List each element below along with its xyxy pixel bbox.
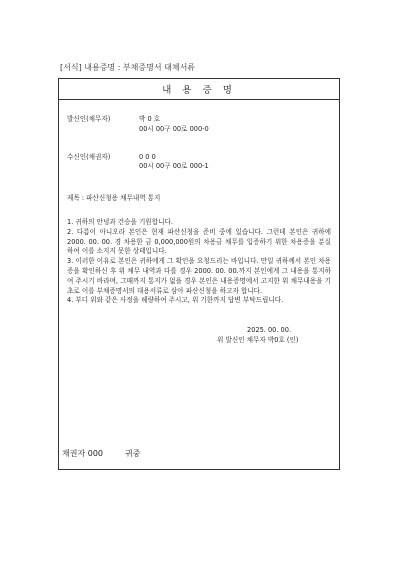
sender-address: 00시 00구 00로 000-0	[139, 124, 209, 133]
subject-line: 제목 : 파산신청용 채무내역 통지	[67, 194, 161, 203]
document-body	[59, 115, 339, 346]
document-box	[58, 78, 340, 470]
signer-line: 위 발신인 채무자 박0호 (인)	[217, 335, 299, 344]
creditor-name: 채권자 000	[62, 449, 103, 458]
receiver-block	[67, 153, 331, 173]
form-caption: [서식] 내용증명 : 부채증명서 대체서류	[60, 63, 196, 72]
sender-label: 발신인(채무자)	[67, 115, 111, 123]
receiver-address: 00시 00구 00로 000-1	[139, 162, 209, 171]
document-title: 내 용 증 명	[162, 85, 236, 96]
footer	[62, 448, 140, 459]
honorific: 귀중	[125, 449, 141, 458]
sender-block	[67, 115, 331, 135]
paragraph-3: 3. 이러한 이유로 본인은 귀하에게 그 확인을 요청드리는 바입니다. 만일 귀하께서 본인 차용증을 확인하신 후 위 채무 내역과 다를 경우 2000. 00. 00.까지 본인에게 그 내용을 통지하여 주시기 바라며, 그때까지 통지가 없을 경우 본인은 내용증명에서 고지한 위 채무내용을 기초로 이를 부채증명서의 대용서류로 삼아 파산신청을 하고자 합니다.	[67, 257, 331, 295]
paragraph-1: 1. 귀하의 안녕과 건승을 기원합니다.	[67, 217, 173, 226]
sender-name: 박 0 호	[139, 115, 161, 123]
content	[67, 218, 331, 306]
document-date: 2025. 00. 00.	[247, 326, 292, 335]
receiver-label: 수신인(채권자)	[67, 152, 111, 161]
title-row	[59, 79, 339, 100]
receiver-name: 0 0 0	[139, 152, 156, 161]
paragraph-2: 2. 다름이 아니오라 본인은 현재 파산신청을 준비 중에 있습니다. 그런데 본인은 귀하에 2000. 00. 00. 경 차용한 금 0,000,000원의 차용금 채무를 입증하기 위한 차용증을 분실하여 이를 소지지 못한 상태입니다.	[67, 227, 331, 256]
paragraph-4: 4. 부디 위와 같은 사정을 헤량하여 주시고, 위 기한까지 답변 부탁드립니다.	[67, 296, 284, 305]
